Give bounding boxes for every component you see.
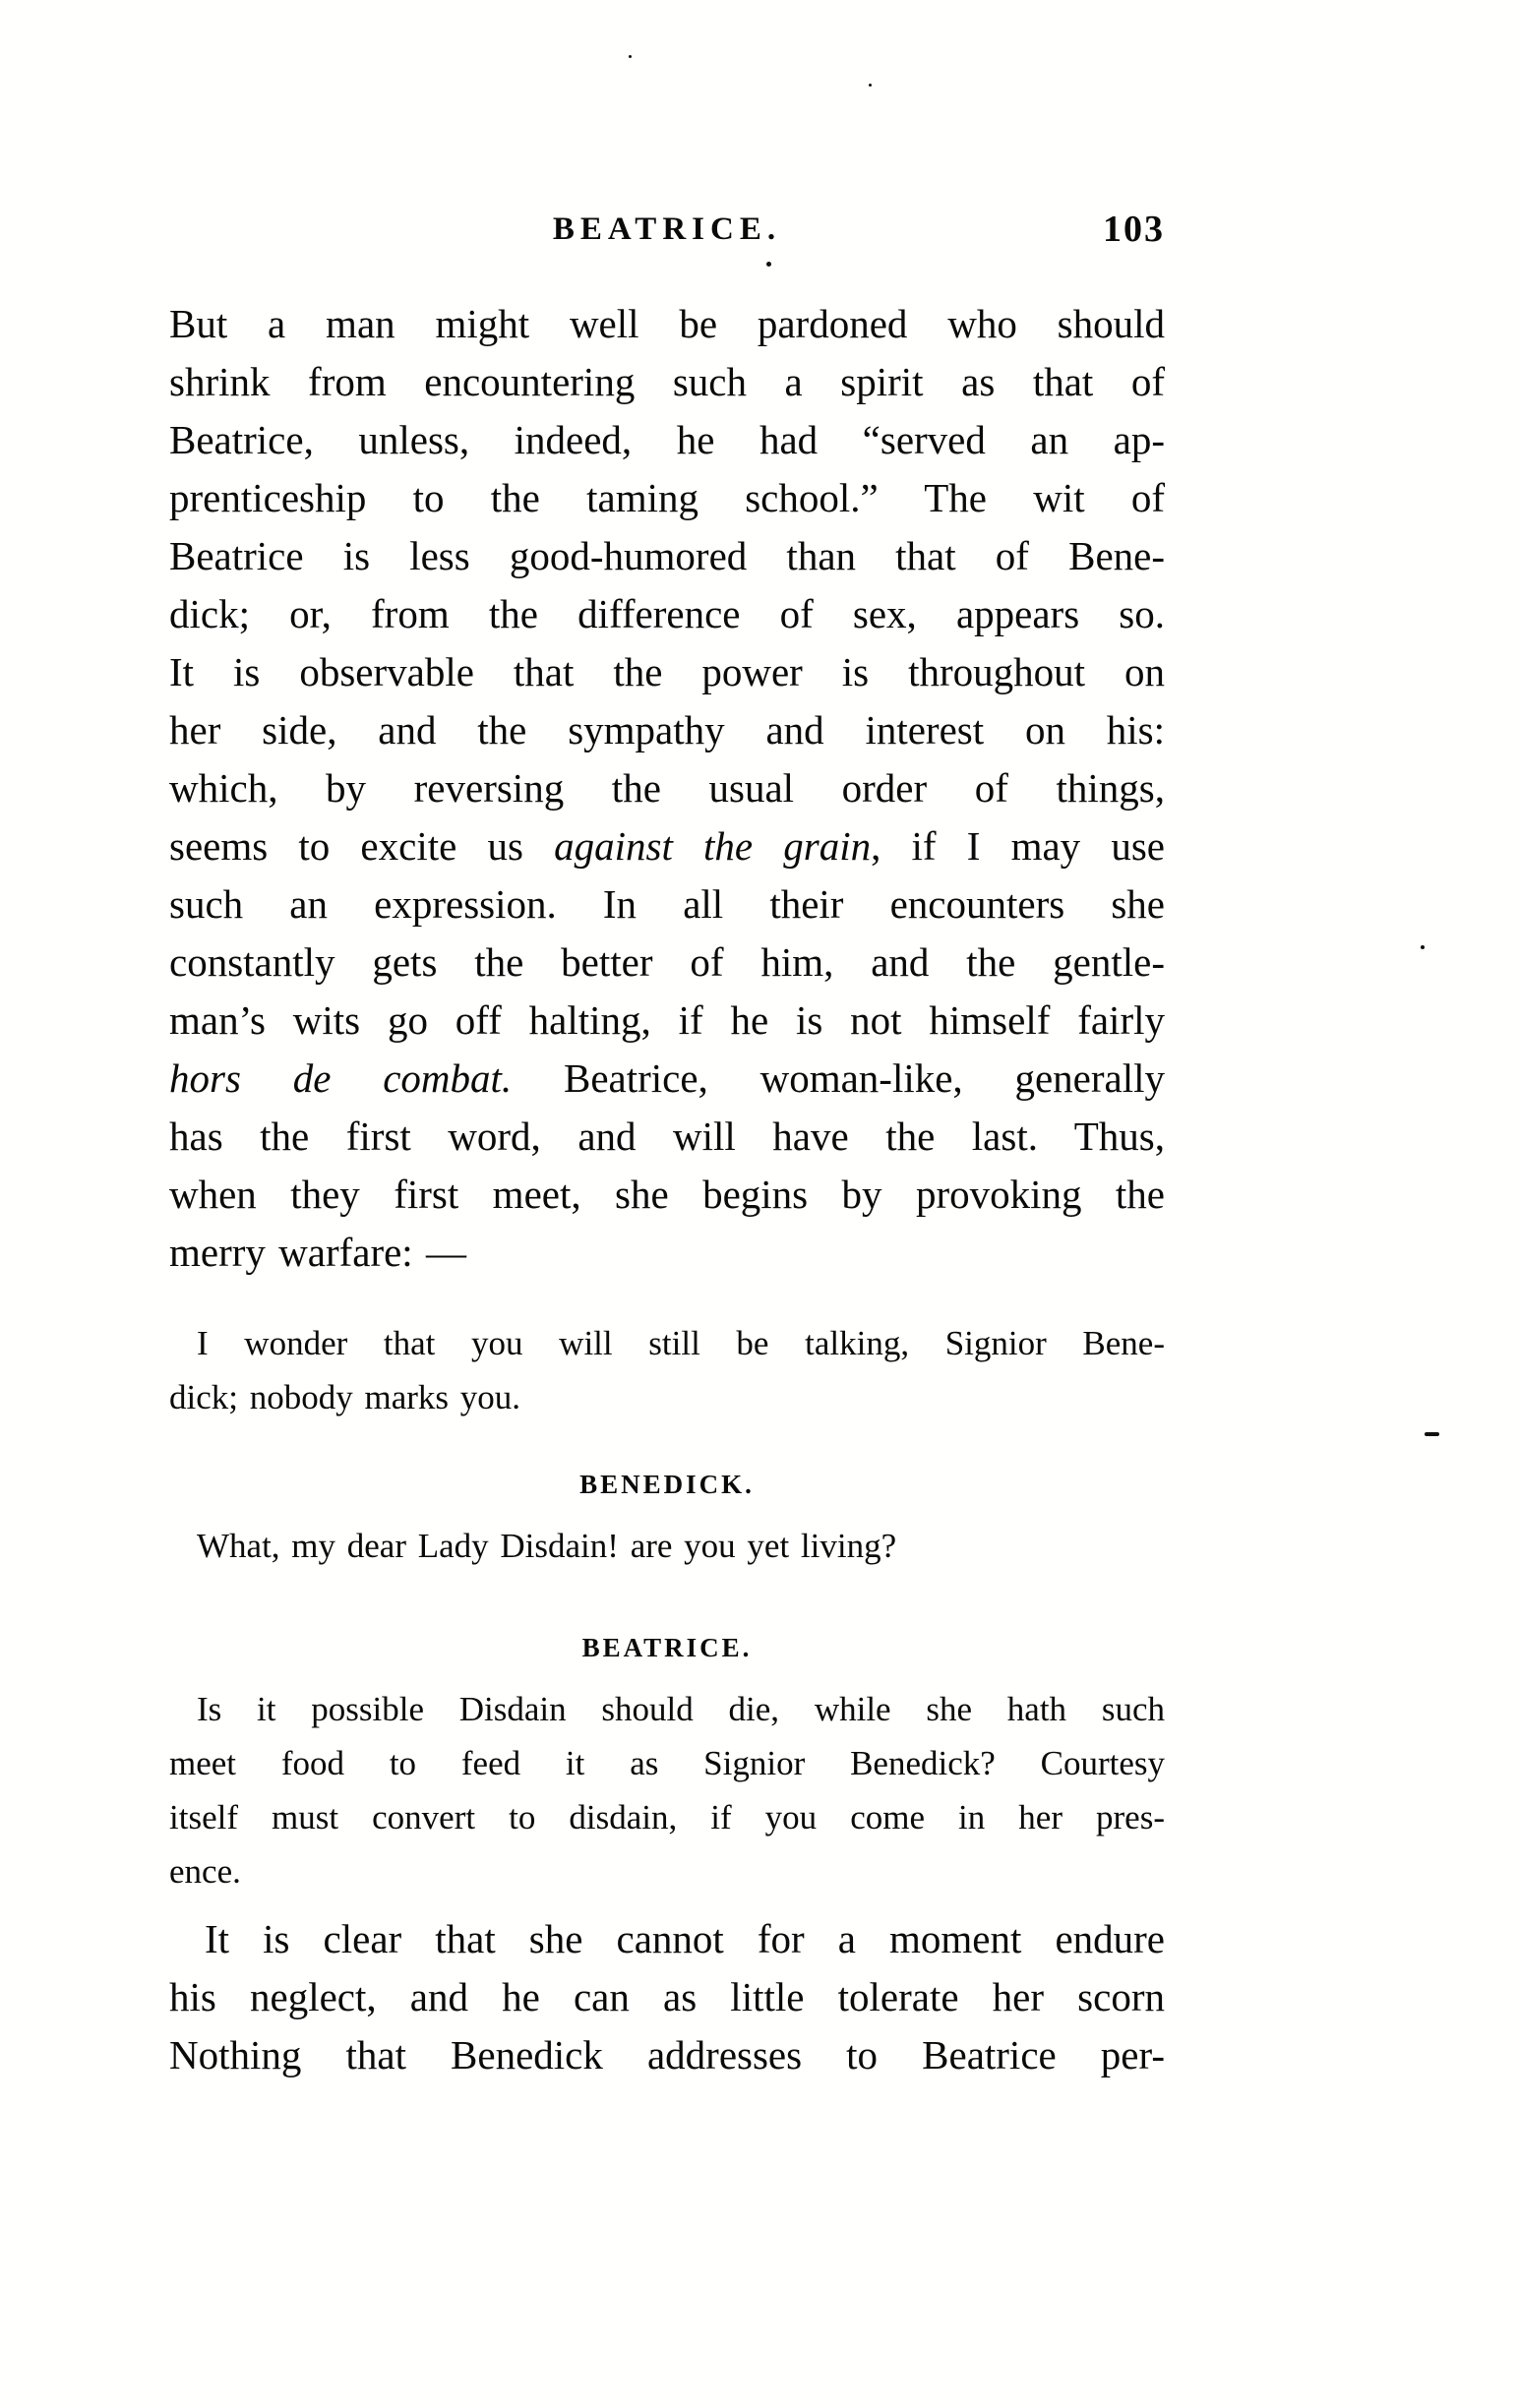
text-line: meet food to feed it as Signior Benedick? Courtesy — [169, 1744, 1165, 1782]
speech-heading-beatrice: BEATRICE. — [581, 1633, 753, 1662]
text-line: hors de combat. Beatrice, woman-like, generally — [169, 1055, 1166, 1101]
running-title: BEATRICE. — [552, 211, 782, 247]
text-line: Beatrice is less good-humored than that of Bene- — [169, 533, 1165, 578]
text-line: But a man might well be pardoned who should — [169, 301, 1165, 346]
text-line: dick; or, from the difference of sex, appears so. — [169, 591, 1165, 636]
scan-speck — [629, 55, 632, 58]
scan-speck — [1421, 945, 1425, 949]
speech-heading-benedick: BENEDICK. — [579, 1470, 755, 1499]
text-line: her side, and the sympathy and interest on his: — [169, 707, 1165, 752]
speech-benedick — [169, 1519, 1165, 1573]
text-line: prenticeship to the taming school.” The wit of — [169, 475, 1165, 520]
text-line: has the first word, and will have the last. Thus, — [169, 1114, 1165, 1159]
text-line: seems to excite us against the grain, if I may use — [169, 823, 1165, 869]
text-line: Beatrice, unless, indeed, he had “served an ap- — [169, 417, 1165, 462]
scan-speck — [1425, 1432, 1439, 1436]
text-line: such an expression. In all their encounters she — [169, 881, 1165, 927]
scan-speck — [869, 84, 872, 87]
page-number: 103 — [1103, 209, 1165, 250]
text-line: It is clear that she cannot for a moment endure — [205, 1916, 1165, 1961]
scan-speck — [766, 262, 771, 267]
text-line: his neglect, and he can as little tolerate her scorn — [169, 1974, 1165, 2019]
paragraph-closing — [169, 1910, 1165, 2084]
speech-beatrice — [169, 1682, 1165, 1898]
text-line: itself must convert to disdain, if you come in her pres- — [169, 1798, 1165, 1836]
quote-beatrice-opening — [169, 1316, 1165, 1424]
text-line: I wonder that you will still be talking, Signior Bene- — [197, 1324, 1165, 1362]
text-line: It is observable that the power is throughout on — [169, 649, 1165, 694]
text-line: What, my dear Lady Disdain! are you yet living? — [197, 1527, 897, 1565]
text-line: constantly gets the better of him, and the gentle- — [169, 939, 1165, 985]
text-line: which, by reversing the usual order of things, — [169, 765, 1165, 811]
page-header — [169, 211, 1165, 255]
text-line: shrink from encountering such a spirit as that of — [169, 359, 1165, 404]
text-line: Is it possible Disdain should die, while she hath such — [197, 1690, 1165, 1728]
text-line: merry warfare: — — [169, 1230, 466, 1275]
text-line: ence. — [169, 1852, 241, 1891]
text-line: man’s wits go off halting, if he is not himself fairly — [169, 997, 1165, 1043]
text-line: Nothing that Benedick addresses to Beatrice per- — [169, 2032, 1165, 2077]
paragraph-main — [169, 295, 1165, 1282]
text-line: when they first meet, she begins by provoking the — [169, 1172, 1165, 1217]
text-line: dick; nobody marks you. — [169, 1378, 521, 1416]
